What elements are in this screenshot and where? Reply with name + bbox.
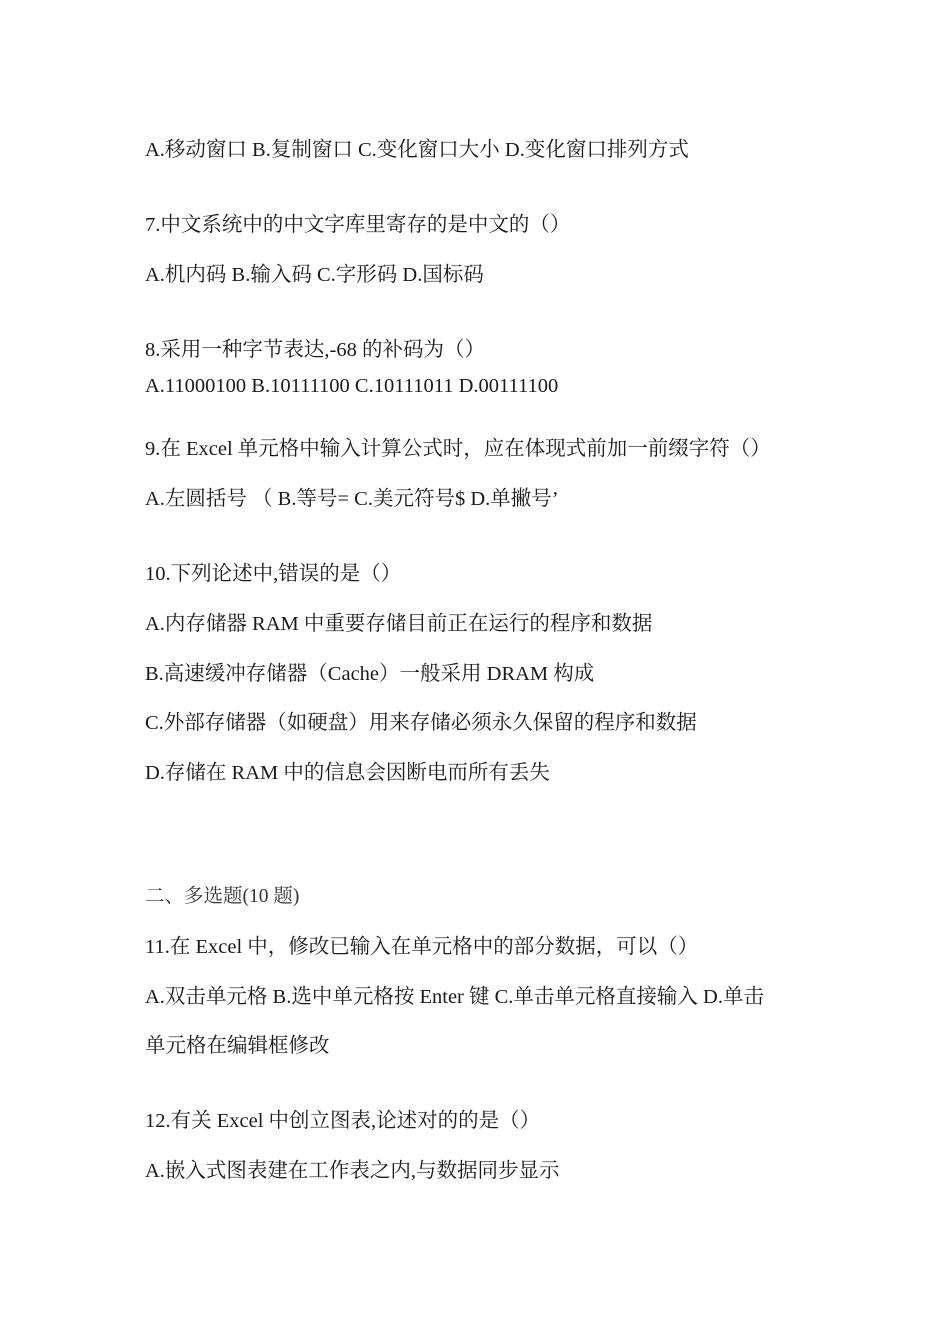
q7-options: A.机内码 B.输入码 C.字形码 D.国标码 [145, 264, 484, 286]
q10-question: 10.下列论述中,错误的是（） [145, 563, 402, 585]
q11-options-line2: 单元格在编辑框修改 [145, 1035, 330, 1057]
q9-options: A.左圆括号 （ B.等号= C.美元符号$ D.单撇号’ [145, 488, 559, 510]
q10-option-a: A.内存储器 RAM 中重要存储目前正在运行的程序和数据 [145, 613, 653, 635]
q10-option-c: C.外部存储器（如硬盘）用来存储必须永久保留的程序和数据 [145, 712, 697, 734]
q8-options: A.11000100 B.10111100 C.10111011 D.00111100 [145, 375, 559, 397]
q9-question: 9.在 Excel 单元格中输入计算公式时，应在体现式前加一前缀字符（） [145, 438, 771, 460]
q12-option-a: A.嵌入式图表建在工作表之内,与数据同步显示 [145, 1160, 560, 1182]
q10-option-d: D.存储在 RAM 中的信息会因断电而所有丢失 [145, 762, 550, 784]
q11-question: 11.在 Excel 中，修改已输入在单元格中的部分数据，可以（） [145, 936, 699, 958]
section-heading-multi-choice: 二、多选题(10 题) [145, 886, 300, 907]
q7-question: 7.中文系统中的中文字库里寄存的是中文的（） [145, 214, 571, 236]
q12-question: 12.有关 Excel 中创立图表,论述对的的是（） [145, 1110, 541, 1132]
q11-options-line1: A.双击单元格 B.选中单元格按 Enter 键 C.单击单元格直接输入 D.单击 [145, 986, 764, 1008]
q8-question: 8.采用一种字节表达,-68 的补码为（） [145, 339, 485, 361]
q10-option-b: B.高速缓冲存储器（Cache）一般采用 DRAM 构成 [145, 663, 595, 685]
q6-options: A.移动窗口 B.复制窗口 C.变化窗口大小 D.变化窗口排列方式 [145, 139, 689, 161]
